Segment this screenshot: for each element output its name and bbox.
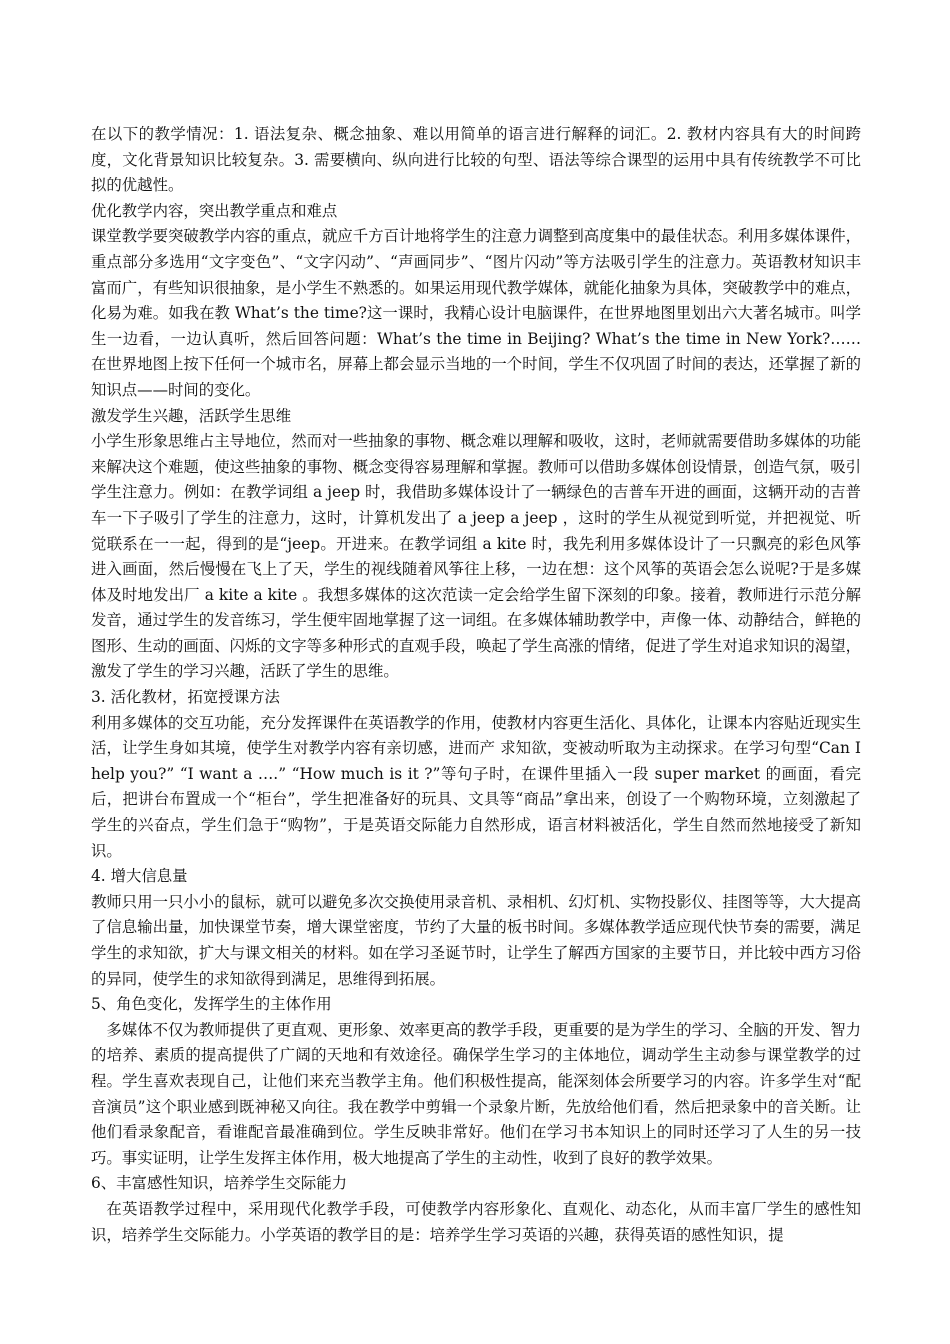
section-heading-stimulate-interest: 激发学生兴趣，活跃学生思维 bbox=[91, 406, 292, 425]
paragraph-activate-materials: 利用多媒体的交互功能，充分发挥课件在英语教学的作用，使教材内容更生活化、具体化，让课本内容贴近现实生活，让学生身如其境，使学生对教学内容有亲切感，进而产 求知欲，变被动听取为主动探求。在学习句型“Can I help you?” “I want a ….” “How much is it ?”等句子时，在课件里插入一段 super market 的画面，看完后，把讲台布置成一个“柜台”，学生把准备好的玩具、文具等“商品”拿出来，创设了一个购物环境，立刻激起了学生的兴奋点，学生们急于“购物”，于是英语交际能力自然形成，语言材料被活化，学生自然而然地接受了新知识。 bbox=[91, 713, 861, 860]
section-heading-activate-materials: 3. 活化教材，拓宽授课方法 bbox=[91, 688, 280, 707]
section-heading-increase-information: 4. 增大信息量 bbox=[91, 867, 188, 886]
paragraph-perceptual-knowledge: 在英语教学过程中，采用现代化教学手段，可使教学内容形象化、直观化、动态化，从而丰富厂学生的感性知识，培养学生交际能力。小学英语的教学目的是：培养学生学习英语的兴趣，获得英语的感性知识，提 bbox=[91, 1199, 861, 1244]
paragraph-increase-information: 教师只用一只小小的鼠标，就可以避免多次交换使用录音机、录相机、幻灯机、实物投影仪、挂图等等，大大提高了信息输出量，加快课堂节奏，增大课堂密度，节约了大量的板书时间。多媒体教学适应现代快节奏的需要，满足学生的求知欲，扩大与课文相关的材料。如在学习圣诞节时，让学生了解西方国家的主要节日，并比较中西方习俗的异同，使学生的求知欲得到满足，思维得到拓展。 bbox=[91, 892, 861, 988]
section-heading-optimize-content: 优化教学内容，突出教学重点和难点 bbox=[91, 201, 338, 220]
section-heading-role-change: 5、角色变化，发挥学生的主体作用 bbox=[91, 995, 332, 1014]
paragraph-role-change: 多媒体不仅为教师提供了更直观、更形象、效率更高的教学手段，更重要的是为学生的学习、全脑的开发、智力的培养、素质的提高提供了广阔的天地和有效途径。确保学生学习的主体地位，调动学生主动参与课堂教学的过程。学生喜欢表现自己，让他们来充当教学主角。他们积极性提高，能深刻体会所要学习的内容。许多学生对“配音演员”这个职业感到既神秘又向往。我在教学中剪辑一个录象片断，先放给他们看，然后把录象中的音关断。让他们看录象配音，看谁配音最准确到位。学生反映非常好。他们在学习书本知识上的同时还学习了人生的另一技巧。事实证明，让学生发挥主体作用，极大地提高了学生的主动性，收到了良好的教学效果。 bbox=[91, 1020, 861, 1167]
paragraph-stimulate-interest: 小学生形象思维占主导地位，然而对一些抽象的事物、概念难以理解和吸收，这时，老师就需要借助多媒体的功能来解决这个难题，使这些抽象的事物、概念变得容易理解和掌握。教师可以借助多媒体创设情景，创造气氛，吸引学生注意力。例如：在教学词组 a jeep 时，我借助多媒体设计了一辆绿色的吉普车开进的画面，这辆开动的吉普车一下子吸引了学生的注意力，这时，计算机发出了 a jeep a jeep ，这时的学生从视觉到听觉，并把视觉、听觉联系在一一起，得到的是“jeep。开进来。在教学词组 a kite 时，我先利用多媒体设计了一只飘亮的彩色风筝进入画面，然后慢慢在飞上了天，学生的视线随着风筝往上移，一边在想：这个风筝的英语会怎么说呢?于是多媒体及时地发出厂 a kite a kite 。我想多媒体的这次范读一定会给学生留下深刻的印象。接着，教师进行示范分解发音，通过学生的发音练习，学生便牢固地掌握了这一词组。在多媒体辅助教学中，声像一体、动静结合，鲜艳的图形、生动的画面、闪烁的文字等多种形式的直观手段，唤起了学生高涨的情绪，促进了学生对追求知识的渴望，激发了学生的学习兴趣，活跃了学生的思维。 bbox=[91, 432, 861, 681]
paragraph-intro: 在以下的教学情况：1. 语法复杂、概念抽象、难以用简单的语言进行解释的词汇。2. 教材内容具有大的时间跨度，文化背景知识比较复杂。3. 需要横向、纵向进行比较的句型、语法等综合课型的运用中具有传统教学不可比拟的优越性。 bbox=[91, 125, 861, 195]
paragraph-optimize-content: 课堂教学要突破教学内容的重点，就应千方百计地将学生的注意力调整到高度集中的最佳状态。利用多媒体课件，重点部分多选用“文字变色”、“文字闪动”、“声画同步”、“图片闪动”等方法吸引学生的注意力。英语教材知识丰富而广，有些知识很抽象，是小学生不熟悉的。如果运用现代教学媒体，就能化抽象为具体，突破教学中的难点，化易为难。如我在教 What’s the time?这一课时，我精心设计电脑课件，在世界地图里划出六大著名城市。叫学生一边看，一边认真听，然后回答问题：What’s the time in Beijing? What’s the time in New York?……在世界地图上按下任何一个城市名，屏幕上都会显示当地的一个时间，学生不仅巩固了时间的表达，还掌握了新的知识点——时间的变化。 bbox=[91, 227, 861, 399]
document-body bbox=[91, 122, 861, 1248]
section-heading-perceptual-knowledge: 6、丰富感性知识，培养学生交际能力 bbox=[91, 1174, 348, 1193]
